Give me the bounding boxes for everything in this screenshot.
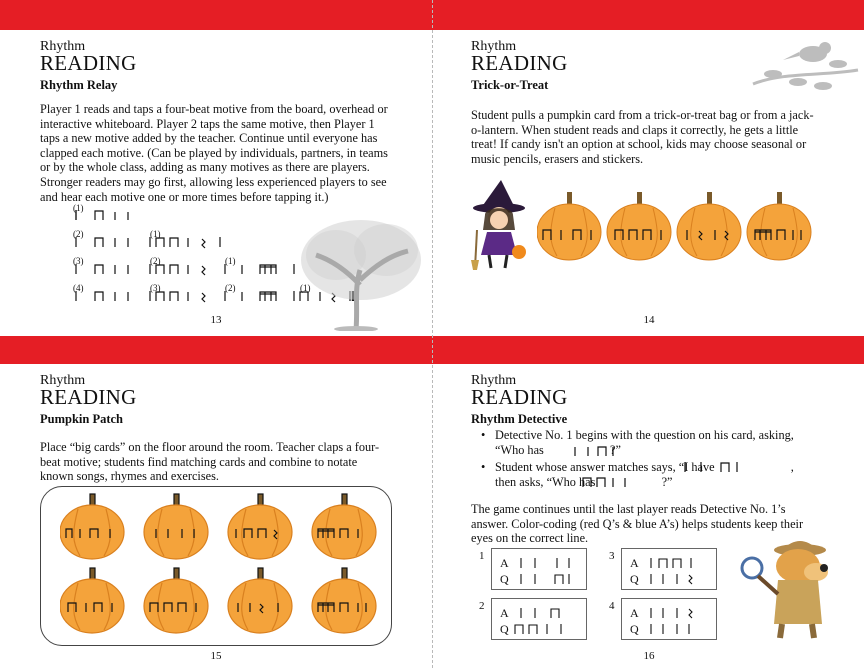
detective-card: A Q <box>621 548 717 590</box>
page-16 <box>433 364 864 668</box>
pumpkin-card <box>144 568 208 633</box>
detective-dog-illustration <box>738 534 838 642</box>
page-number: 14 <box>643 314 655 326</box>
section-title: Trick-or-Treat <box>471 78 549 92</box>
detective-card: A Q <box>491 548 587 590</box>
pumpkin-grid <box>60 492 380 642</box>
motive-label: (3) <box>150 283 161 293</box>
body-text: The game continues until the last player reads Detective No. 1’s answer. Color-coding (red Q’s & blue A’s) helps students keep their eyes on the correct line. <box>471 502 804 546</box>
header-small: Rhythm <box>40 39 86 54</box>
section-title: Pumpkin Patch <box>40 412 124 426</box>
page-13 <box>0 30 432 336</box>
pumpkin-card <box>312 568 376 633</box>
header-big: READING <box>471 385 568 409</box>
header-small: Rhythm <box>471 39 517 54</box>
bird-on-branch-illustration <box>743 34 861 98</box>
pumpkin-cards-row <box>537 190 817 262</box>
page-14 <box>433 30 864 336</box>
page-15 <box>0 364 432 668</box>
motive-label: (2) <box>150 256 161 266</box>
bullet-item: • Student whose answer matches says, “I have , then asks, “Who has ?” <box>481 460 841 490</box>
pumpkin-card <box>747 192 811 260</box>
motive-label: (3) <box>73 256 84 266</box>
tree-illustration <box>296 215 426 331</box>
header-big: READING <box>40 385 137 409</box>
section-title: Rhythm Relay <box>40 78 118 92</box>
header-big: READING <box>40 51 137 75</box>
motive-label: (1) <box>150 229 161 239</box>
page-number: 15 <box>210 650 222 662</box>
pumpkin-card <box>228 568 292 633</box>
pumpkin-card <box>144 494 208 559</box>
header-big: READING <box>471 51 568 75</box>
card-number: 4 <box>609 600 615 612</box>
motive-label: (1) <box>73 203 84 213</box>
body-text: Place “big cards” on the floor around the room. Teacher claps a four-beat motive; students find matching cards and combine to notate known songs, rhymes and exercises. <box>40 440 380 484</box>
body-text: Student pulls a pumpkin card from a trick-or-treat bag or from a jack-o-lantern. When student reads and claps it correctly, he gets a little treat! If candy isn't an option at school, kids may choose seasonal or music pencils, erasers and stickers. <box>471 108 814 166</box>
pumpkin-card <box>60 494 124 559</box>
detective-card: A Q <box>621 598 717 640</box>
section-title: Rhythm Detective <box>471 412 568 426</box>
detective-card: A Q <box>491 598 587 640</box>
motive-label: (1) <box>225 256 236 266</box>
motive-label: (1) <box>300 283 311 293</box>
pumpkin-card <box>537 192 601 260</box>
page-number: 13 <box>210 314 222 326</box>
inline-rhythms <box>573 444 793 494</box>
pumpkin-card <box>607 192 671 260</box>
witch-girl-illustration <box>471 180 529 272</box>
pumpkin-card <box>60 568 124 633</box>
card-rhythms <box>491 548 721 642</box>
pumpkin-card <box>312 494 376 559</box>
card-number: 3 <box>609 550 615 562</box>
card-number: 1 <box>479 550 485 562</box>
motive-label: (2) <box>73 229 84 239</box>
pumpkin-card <box>228 494 292 559</box>
header-small: Rhythm <box>471 373 517 388</box>
body-text: Player 1 reads and taps a four-beat motive from the board, overhead or interactive whiteboard. Player 2 taps the same motive, then Player 1 taps a new motive added by the teacher. Continue until everyone has clapped each motive. (Can be played by individuals, partners, in teams or by the whole class, adding as many motives as there are players. Stronger readers may go first, allowing less experienced players to see and hear each motive one or more times before tapping it.) <box>40 102 388 204</box>
motive-label: (2) <box>225 283 236 293</box>
card-number: 2 <box>479 600 485 612</box>
bullet-item: • Detective No. 1 begins with the question on his card, asking, “Who has ?” <box>481 428 841 458</box>
motive-label: (4) <box>73 283 84 293</box>
pumpkin-card <box>677 192 741 260</box>
page-number: 16 <box>643 650 655 662</box>
header-small: Rhythm <box>40 373 86 388</box>
